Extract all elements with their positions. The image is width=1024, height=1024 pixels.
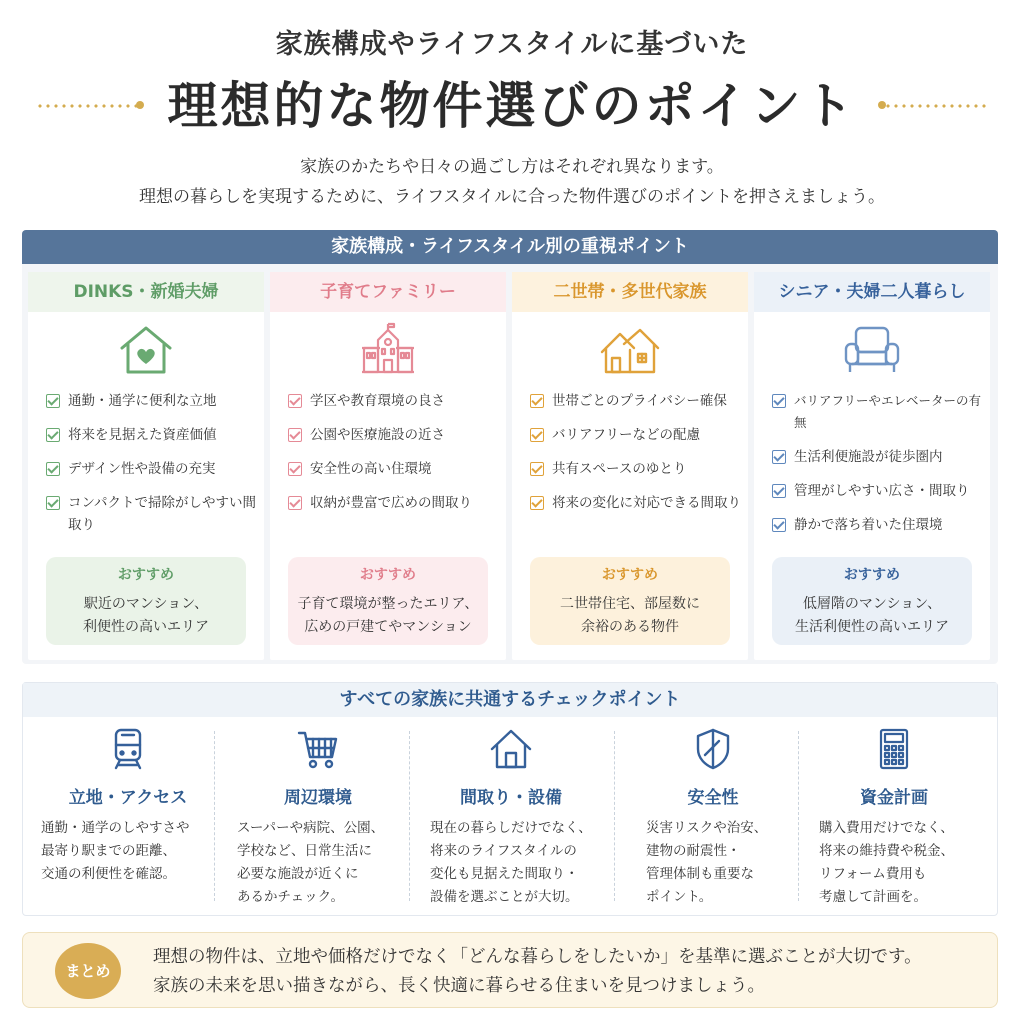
checkpoint-line: リフォーム費用も — [819, 866, 927, 882]
check-item-label: バリアフリーなどの配慮 — [552, 427, 700, 443]
checkpoint-line: あるかチェック。 — [237, 889, 345, 905]
check-list — [288, 390, 500, 526]
check-item-label: デザイン性や設備の充実 — [68, 461, 216, 477]
check-list — [772, 390, 984, 548]
check-item-label: 学区や教育環境の良さ — [310, 393, 445, 409]
checkpoint-line: 災害リスクや治安、 — [646, 820, 768, 836]
column-title: DINKS・新婚夫婦 — [28, 272, 264, 312]
train-icon — [33, 727, 223, 771]
summary-text — [153, 943, 993, 1001]
check-list — [530, 390, 742, 526]
page-subtitle: 家族構成やライフスタイルに基づいた — [275, 29, 749, 60]
checkpoint-safety — [618, 727, 808, 907]
lifestyle-section-header: 家族構成・ライフスタイル別の重視ポイント — [22, 230, 998, 264]
checkpoint-line: 学校など、日常生活に — [237, 843, 372, 859]
checkpoint-line: 考慮して計画を。 — [819, 889, 927, 905]
school-icon — [358, 322, 418, 376]
check-item-label: 世帯ごとのプライバシー確保 — [552, 393, 727, 409]
house-heart-icon — [116, 322, 176, 376]
check-item — [288, 390, 500, 412]
checkpoint-line: 設備を選ぶことが大切。 — [430, 889, 579, 905]
checkpoint-line: ポイント。 — [646, 889, 713, 905]
common-section-header: すべての家族に共通するチェックポイント — [23, 683, 997, 717]
check-icon — [288, 428, 302, 442]
checkpoint-line: 現在の暮らしだけでなく、 — [430, 820, 592, 836]
checkpoint-text — [33, 817, 223, 886]
checkpoint-line: 購入費用だけでなく、 — [819, 820, 954, 836]
title-row — [0, 62, 1024, 135]
summary-box — [22, 932, 998, 1008]
checkpoint-title: 間取り・設備 — [460, 788, 562, 808]
check-item-label: 静かで落ち着いた住環境 — [794, 517, 943, 533]
checkpoint-title: 資金計画 — [860, 788, 928, 808]
column-title: 子育てファミリー — [270, 272, 506, 312]
check-item — [288, 492, 500, 514]
checkpoint-surroundings — [223, 727, 413, 907]
check-item-label: コンパクトで掃除がしやすい間取り — [68, 495, 257, 533]
checkpoint-title: 周辺環境 — [284, 788, 352, 808]
checkpoint-line: 交通の利便性を確認。 — [41, 866, 176, 882]
check-item-label: バリアフリーやエレベーターの有無 — [794, 393, 982, 430]
lifestyle-column-senior — [754, 272, 990, 660]
checkpoint-access — [33, 727, 223, 907]
recommendation-text — [772, 593, 972, 639]
column-divider — [614, 731, 615, 901]
recommendation-text — [288, 593, 488, 639]
check-item-label: 共有スペースのゆとり — [552, 461, 687, 477]
check-icon — [530, 394, 544, 408]
check-icon — [772, 394, 786, 408]
shield-icon — [618, 727, 808, 771]
check-item — [772, 390, 984, 434]
recommendation-box — [288, 557, 488, 645]
check-icon — [772, 484, 786, 498]
check-item — [46, 492, 258, 536]
lifestyle-column-dinks — [28, 272, 264, 660]
lead-text — [0, 152, 1024, 212]
check-item-label: 将来を見据えた資産価値 — [68, 427, 217, 443]
check-icon — [530, 428, 544, 442]
recommendation-line: 低層階のマンション、 — [802, 596, 942, 612]
check-item — [772, 480, 984, 502]
check-item — [530, 458, 742, 480]
house-icon — [416, 727, 606, 771]
checkpoint-line: 管理体制も重要な — [646, 866, 754, 882]
check-item — [46, 424, 258, 446]
check-icon — [530, 496, 544, 510]
checkpoint-finance — [799, 727, 989, 907]
checkpoint-line: スーパーや病院、公園、 — [237, 820, 385, 836]
common-checkpoints-section — [22, 682, 998, 916]
check-icon — [288, 462, 302, 476]
recommendation-box — [772, 557, 972, 645]
recommendation-line: 余裕のある物件 — [581, 619, 679, 635]
check-item — [772, 514, 984, 536]
checkpoint-title: 安全性 — [687, 788, 739, 808]
summary-badge: まとめ — [55, 943, 121, 999]
checkpoint-text — [416, 817, 606, 909]
shopping-cart-icon — [223, 727, 413, 771]
check-item — [46, 390, 258, 412]
recommendation-label: おすすめ — [117, 567, 175, 583]
check-item — [530, 390, 742, 412]
checkpoint-line: 将来のライフスタイルの — [430, 843, 577, 859]
column-title: 二世帯・多世代家族 — [512, 272, 748, 312]
recommendation-line: 広めの戸建てやマンション — [304, 619, 472, 635]
checkpoint-layout — [416, 727, 606, 907]
recommendation-line: 二世帯住宅、部屋数に — [560, 596, 700, 612]
check-icon — [288, 394, 302, 408]
column-title: シニア・夫婦二人暮らし — [754, 272, 990, 312]
check-item — [530, 424, 742, 446]
check-item — [772, 446, 984, 468]
check-icon — [288, 496, 302, 510]
dotted-divider-right — [884, 104, 988, 108]
lead-line: 理想の暮らしを実現するために、ライフスタイルに合った物件選びのポイントを押さえましょう。 — [139, 187, 885, 207]
checkpoint-line: 最寄り駅までの距離、 — [41, 843, 176, 859]
recommendation-line: 利便性の高いエリア — [83, 619, 209, 635]
column-divider — [214, 731, 215, 901]
check-list — [46, 390, 258, 548]
check-item — [530, 492, 742, 514]
check-item — [288, 458, 500, 480]
checkpoint-title: 立地・アクセス — [68, 788, 188, 808]
check-icon — [772, 450, 786, 464]
recommendation-line: 駅近のマンション、 — [83, 596, 209, 612]
check-item — [288, 424, 500, 446]
check-icon — [46, 428, 60, 442]
recommendation-line: 子育て環境が整ったエリア、 — [297, 596, 479, 612]
recommendation-text — [530, 593, 730, 639]
checkpoint-text — [799, 817, 989, 909]
checkpoint-line: 必要な施設が近くに — [237, 866, 359, 882]
checkpoint-line: 通勤・通学のしやすさや — [41, 820, 190, 836]
check-icon — [46, 462, 60, 476]
recommendation-label: おすすめ — [359, 567, 417, 583]
summary-line: 家族の未来を思い描きながら、長く快適に暮らせる住まいを見つけましょう。 — [153, 976, 765, 996]
checkpoint-line: 将来の維持費や税金、 — [819, 843, 954, 859]
armchair-icon — [842, 322, 902, 376]
recommendation-box — [530, 557, 730, 645]
check-icon — [46, 496, 60, 510]
check-item-label: 安全性の高い住環境 — [310, 461, 432, 477]
checkpoint-line: 変化も見据えた間取り・ — [430, 866, 579, 882]
recommendation-line: 生活利便性の高いエリア — [795, 619, 949, 635]
check-item-label: 収納が豊富で広めの間取り — [310, 495, 472, 511]
lifestyle-column-multigen — [512, 272, 748, 660]
page-title: 理想的な物件選びのポイント — [167, 77, 857, 135]
check-icon — [772, 518, 786, 532]
lead-line: 家族のかたちや日々の過ごし方はそれぞれ異なります。 — [300, 157, 724, 177]
recommendation-label: おすすめ — [843, 567, 901, 583]
checkpoint-line: 建物の耐震性・ — [646, 843, 741, 859]
recommendation-label: おすすめ — [601, 567, 659, 583]
check-icon — [530, 462, 544, 476]
lifestyle-column-family — [270, 272, 506, 660]
check-item-label: 生活利便施設が徒歩圏内 — [794, 449, 943, 465]
check-icon — [46, 394, 60, 408]
check-item-label: 通勤・通学に便利な立地 — [68, 393, 217, 409]
recommendation-box — [46, 557, 246, 645]
check-item-label: 将来の変化に対応できる間取り — [552, 495, 741, 511]
column-divider — [409, 731, 410, 901]
twin-houses-icon — [600, 322, 660, 376]
check-item — [46, 458, 258, 480]
summary-line: 理想の物件は、立地や価格だけでなく「どんな暮らしをしたいか」を基準に選ぶことが大切です。 — [153, 947, 922, 967]
check-item-label: 管理がしやすい広さ・間取り — [794, 483, 970, 499]
lifestyle-section — [22, 230, 998, 664]
checkpoint-text — [223, 817, 413, 909]
recommendation-text — [46, 593, 246, 639]
checkpoint-text — [618, 817, 808, 909]
calculator-icon — [799, 727, 989, 771]
check-item-label: 公園や医療施設の近さ — [310, 427, 445, 443]
